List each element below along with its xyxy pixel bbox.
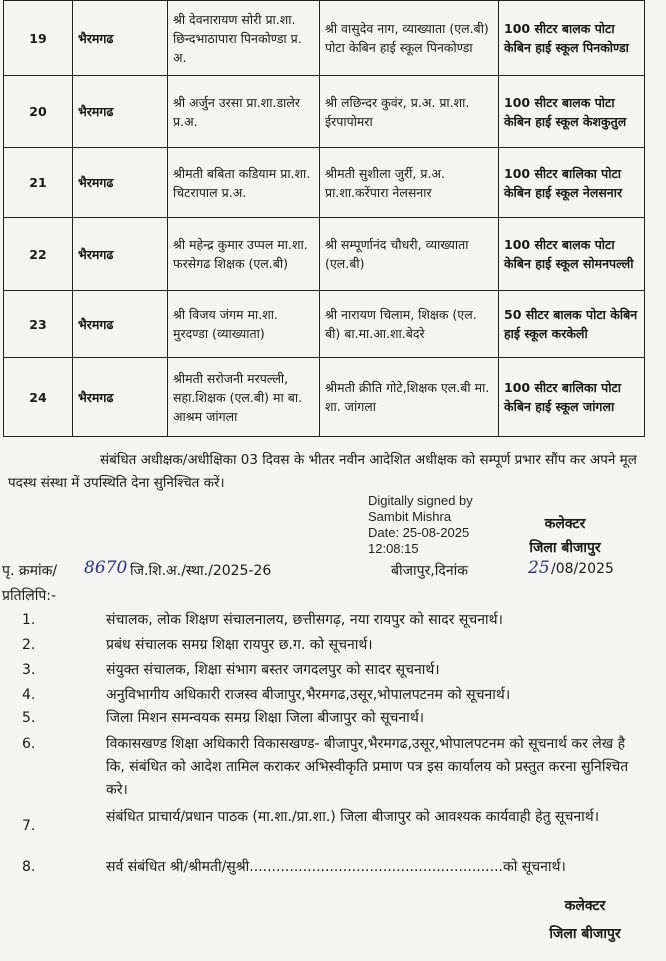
block-name: भैरमगढ (73, 291, 168, 358)
collector-district: जिला बीजापुर (529, 540, 601, 556)
row-number: 22 (4, 218, 73, 291)
signature-line-1: Digitally signed by (368, 493, 473, 508)
block-name: भैरमगढ (73, 148, 168, 218)
instruction-paragraph: संबंधित अधीक्षक/अधीक्षिका 03 दिवस के भीतर नवीन आदेशित अधीक्षक को सम्पूर्ण प्रभार सौंप कर अपने मूल पदस्थ संस्था में उपस्थिति देना सुनिश्चित करें। (8, 452, 637, 491)
new-superintendent: श्री नारायण चिलाम, शिक्षक (एल. बी) बा.मा.आ.शा.बेदरे (320, 291, 499, 358)
collector-title: कलेक्टर (544, 516, 586, 532)
row-number: 23 (4, 291, 73, 358)
current-superintendent: श्री अर्जुन उरसा प्रा.शा.डालेर प्र.अ. (168, 76, 320, 148)
table-row (4, 291, 645, 358)
new-superintendent: श्री लछिन्दर कुवंर, प्र.अ. प्रा.शा. ईरपापोमरा (320, 76, 499, 148)
reference-office: जि.शि.अ./स्था./2025-26 (130, 563, 272, 579)
current-superintendent: श्री देवनारायण सोरी प्रा.शा. छिन्दभाठापारा पिनकोण्डा प्र. अ. (168, 1, 320, 76)
current-superintendent: श्री महेन्द्र कुमार उप्पल मा.शा. फरसेगढ शिक्षक (एल.बी) (168, 218, 320, 291)
table-row (4, 76, 645, 148)
signature-line-4: 12:08:15 (368, 541, 419, 556)
hostel-name: 50 सीटर बालक पोटा केबिन हाई स्कूल करकेली (499, 291, 645, 358)
row-number: 19 (4, 1, 73, 76)
hostel-name: 100 सीटर बालक पोटा केबिन हाई स्कूल सोमनपल्ली (499, 218, 645, 291)
hostel-name: 100 सीटर बालिका पोटा केबिन हाई स्कूल नेलसनार (499, 148, 645, 218)
reference-line (2, 558, 642, 585)
table-row (4, 358, 645, 437)
block-name: भैरमगढ (73, 358, 168, 437)
block-name: भैरमगढ (73, 76, 168, 148)
new-superintendent: श्री वासुदेव नाग, व्याख्याता (एल.बी) पोटा केबिन हाई स्कूल पिनकोण्डा (320, 1, 499, 76)
signature-line-2: Sambit Mishra (368, 509, 452, 524)
transfer-table (3, 0, 645, 437)
block-name: भैरमगढ (73, 1, 168, 76)
reference-number: 8670 (84, 558, 128, 578)
hostel-name: 100 सीटर बालक पोटा केबिन हाई स्कूल पिनकोण्डा (499, 1, 645, 76)
table-row (4, 218, 645, 291)
digital-signature (368, 493, 508, 557)
new-superintendent: श्रीमती क्रीति गोटे,शिक्षक एल.बी मा. शा. जांगला (320, 358, 499, 437)
collector-signature-bottom (530, 892, 640, 948)
date-day: 25 (528, 558, 550, 578)
place-date-label: बीजापुर,दिनांक (391, 563, 468, 579)
row-number: 20 (4, 76, 73, 148)
date-rest: /08/2025 (551, 561, 614, 577)
current-superintendent: श्रीमती सरोजनी मरपल्ली, सहा.शिक्षक (एल.बी) मा बा. आश्रम जांगला (168, 358, 320, 437)
table-row (4, 148, 645, 218)
transfer-table-body (4, 1, 645, 437)
new-superintendent: श्रीमती सुशीला जुर्री, प्र.अ. प्रा.शा.करेंपारा नेलसनार (320, 148, 499, 218)
row-number: 24 (4, 358, 73, 437)
reference-prefix: पृ. क्रमांक/ (2, 563, 58, 579)
collector-title: कलेक्टर (564, 898, 606, 914)
collector-district: जिला बीजापुर (549, 926, 621, 942)
current-superintendent: श्री विजय जंगम मा.शा. मुरदण्डा (व्याख्याता) (168, 291, 320, 358)
current-superintendent: श्रीमती बबिता कडियाम प्रा.शा. चिटरापाल प्र.अ. (168, 148, 320, 218)
block-name: भैरमगढ (73, 218, 168, 291)
hostel-name: 100 सीटर बालिका पोटा केबिन हाई स्कूल जांगला (499, 358, 645, 437)
copy-heading: प्रतिलिपि:- (2, 588, 57, 604)
table-row (4, 1, 645, 76)
hostel-name: 100 सीटर बालक पोटा केबिन हाई स्कूल केशकुतुल (499, 76, 645, 148)
row-number: 21 (4, 148, 73, 218)
collector-signature-top (505, 512, 625, 560)
new-superintendent: श्री सम्पूर्णानंद चौधरी, व्याख्याता (एल.बी) (320, 218, 499, 291)
signature-line-3: Date: 25-08-2025 (368, 525, 470, 540)
order-page: 19 भैरमगढ श्री देवनारायण सोरी प्रा.शा. छिन्दभाठापारा पिनकोण्डा प्र. अ. श्री वासुदेव नाग, व्याख्याता (एल.बी) पोटा केबिन हाई स्कूल पिनकोण्डा 100 सीटर बालक पोटा केबिन हाई स्कूल पिनकोण्डा 20 भैरमगढ श्री अर्जुन उरसा प्रा.शा.डालेर प्र.अ. श्री लछिन्दर कुवंर, प्र.अ. प्रा.शा. ईरपापोमरा 100 सीटर बालक पोटा केबिन हाई स्कूल केशकुतुल 21 भैरमगढ श्रीमती बबिता कडियाम प्रा.शा. चिटरापाल प्र.अ. श्रीमती सुशीला जुर्री, प्र.अ. प्रा.शा.करेंपारा नेलसनार 100 सीटर बालिका पोटा केबिन हाई स्कूल नेलसनार 22 भैरमगढ श्री महेन्द्र कुमार उप्पल मा.शा. फरसेगढ शिक्षक (एल.बी) श्री सम्पूर्णानंद चौधरी, व्याख्याता (एल.बी) 100 सीटर बालक पोटा केबिन हाई स्कूल सोमनपल्ली 23 भैरमगढ श्री विजय जंगम मा.शा. मुरदण्डा (व्याख्याता) श्री नारायण चिलाम, शिक्षक (एल. बी) बा.मा.आ.शा.बेदरे 50 सीटर बालक पोटा केबिन हाई स्कूल करकेली 24 भैरमगढ श्रीमती सरोजनी मरपल्ली, सहा.शिक्षक (एल.बी) मा बा. आश्रम जांगला श्रीमती क्रीति गोटे,शिक्षक एल.बी मा. शा. जांगला 100 सीटर बालिका पोटा केबिन हाई स्कूल जांगला संबंधित अधीक्षक/अधीक्षिका 03 दिवस के भीतर नवीन आदेशित अधीक्षक को सम्पूर्ण प्रभार सौंप कर अपने मूल पदस्थ संस्था में उपस्थिति देना सुनिश्चित करें। Digitally signed by Sambit Mishra Date: 25-08-2025 12:08:15 कलेक्टर जिला बीजापुर पृ. क्रमांक/ 8670 जि.शि.अ./स्था./2025-26 बीजापुर,दिनांक 25 /08/2025 प्रतिलिपि:- 1. संचालक, लोक शिक्षण संचालनालय, छत्तीसगढ़, नया रायपुर को सादर सूचनार्थ। 2. प्रबंध संचालक समग्र शिक्षा रायपुर छ.ग. को सूचनार्थ। 3. संयुक्त संचालक, शिक्षा संभाग बस्तर जगदलपुर को सादर सूचनार्थ। 4. अनुविभागीय अधिकारी राजस्व बीजापुर,भैरमगढ,उसूर,भोपालपटनम को सूचनार्थ। 5. जिला मिशन समन्वयक समग्र शिक्षा जिला बीजापुर को सूचनार्थ। 6. विकासखण्ड शिक्षा अधिकारी विकासखण्ड- बीजापुर,भैरमगढ,उसूर,भोपालपटनम को सूचनार्थ कर लेख है कि, संबंधित को आदेश तामिल कराकर अभिस्वीकृति प्रमाण पत्र इस कार्यालय को प्रस्तुत करना सुनिश्चित करे। 7. संबंधित प्राचार्य/प्रधान पाठक (मा.शा./प्रा.शा.) जिला बीजापुर को आवश्यक कार्यवाही हेतु सूचनार्थ। 8. सर्व संबंधित श्री/श्रीमती/सुश्री.........................................................को सूचनार्थ। कलेक्टर जिला बीजापुर (0, 0, 666, 961)
